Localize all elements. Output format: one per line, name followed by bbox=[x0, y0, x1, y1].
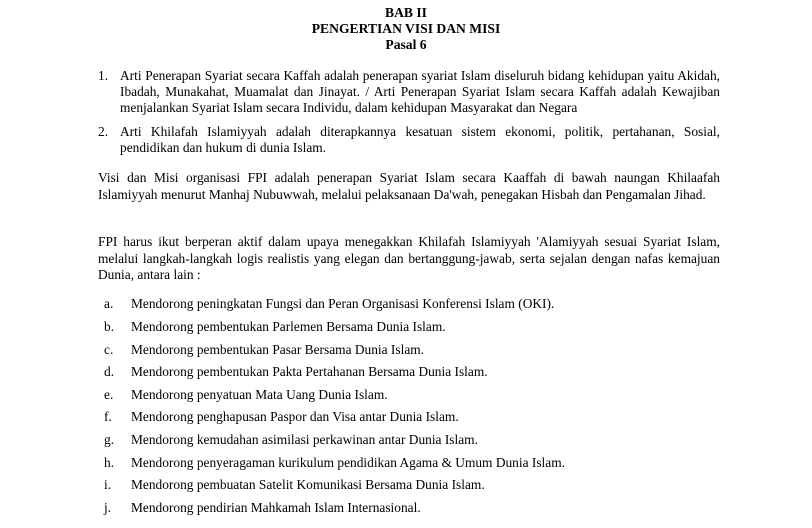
numbered-item bbox=[98, 124, 720, 156]
item-letter: d. bbox=[104, 364, 115, 379]
khilafah-paragraph: FPI harus ikut berperan aktif dalam upaya menegakkan Khilafah Islamiyyah 'Alamiyyah sesuai Syariat Islam, melalui langkah-langkah logis realistis yang elegan dan bertanggung-jawab, serta sejalan dengan nafas kemajuan Dunia, antara lain : bbox=[98, 234, 720, 282]
item-text: Mendorong pembentukan Parlemen Bersama Dunia Islam. bbox=[131, 319, 446, 334]
item-letter: c. bbox=[104, 342, 114, 357]
item-text: Mendorong pembentukan Pakta Pertahanan Bersama Dunia Islam. bbox=[131, 364, 488, 379]
item-text: Mendorong penyeragaman kurikulum pendidikan Agama & Umum Dunia Islam. bbox=[131, 455, 565, 470]
section-heading: Pasal 6 bbox=[385, 37, 427, 52]
item-letter: e. bbox=[104, 387, 114, 402]
item-letter: g. bbox=[104, 432, 115, 447]
item-text: Mendorong kemudahan asimilasi perkawinan antar Dunia Islam. bbox=[131, 432, 478, 447]
numbered-item bbox=[98, 68, 720, 116]
item-text: Mendorong peningkatan Fungsi dan Peran Organisasi Konferensi Islam (OKI). bbox=[131, 296, 555, 311]
item-text: Arti Penerapan Syariat secara Kaffah adalah penerapan syariat Islam diseluruh bidang kehidupan yaitu Akidah, Ibadah, Munakahat, Muamalat dan Jinayat. / Arti Penerapan Syariat Islam secara Kaffah adalah Kewajiban menjalankan Syariat Islam secara Individu, dalam kehidupan Masyarakat dan Negara bbox=[120, 68, 720, 115]
item-letter: j. bbox=[104, 500, 112, 515]
item-text: Mendorong pembuatan Satelit Komunikasi Bersama Dunia Islam. bbox=[131, 477, 485, 492]
item-text: Arti Khilafah Islamiyyah adalah diterapkannya kesatuan sistem ekonomi, politik, pertahanan, Sosial, pendidikan dan hukum di dunia Islam. bbox=[120, 124, 720, 155]
vision-mission-paragraph: Visi dan Misi organisasi FPI adalah penerapan Syariat Islam secara Kaaffah di bawah naungan Khilaafah Islamiyyah menurut Manhaj Nubuwwah, melalui pelaksanaan Da'wah, penegakan Hisbah dan Pengamalan Jihad. bbox=[98, 170, 720, 202]
item-letter: b. bbox=[104, 319, 115, 334]
item-number: 2. bbox=[98, 124, 109, 139]
item-text: Mendorong pembentukan Pasar Bersama Dunia Islam. bbox=[131, 342, 425, 357]
item-text: Mendorong pendirian Mahkamah Islam Internasional. bbox=[131, 500, 421, 515]
item-letter: f. bbox=[104, 409, 112, 424]
item-text: Mendorong penghapusan Paspor dan Visa antar Dunia Islam. bbox=[131, 409, 459, 424]
chapter-title: PENGERTIAN VISI DAN MISI bbox=[311, 21, 501, 36]
item-letter: a. bbox=[104, 296, 114, 311]
item-letter: i. bbox=[104, 477, 112, 492]
item-number: 1. bbox=[98, 68, 109, 83]
item-letter: h. bbox=[104, 455, 115, 470]
chapter-heading: BAB II bbox=[385, 5, 427, 20]
item-text: Mendorong penyatuan Mata Uang Dunia Islam. bbox=[131, 387, 388, 402]
